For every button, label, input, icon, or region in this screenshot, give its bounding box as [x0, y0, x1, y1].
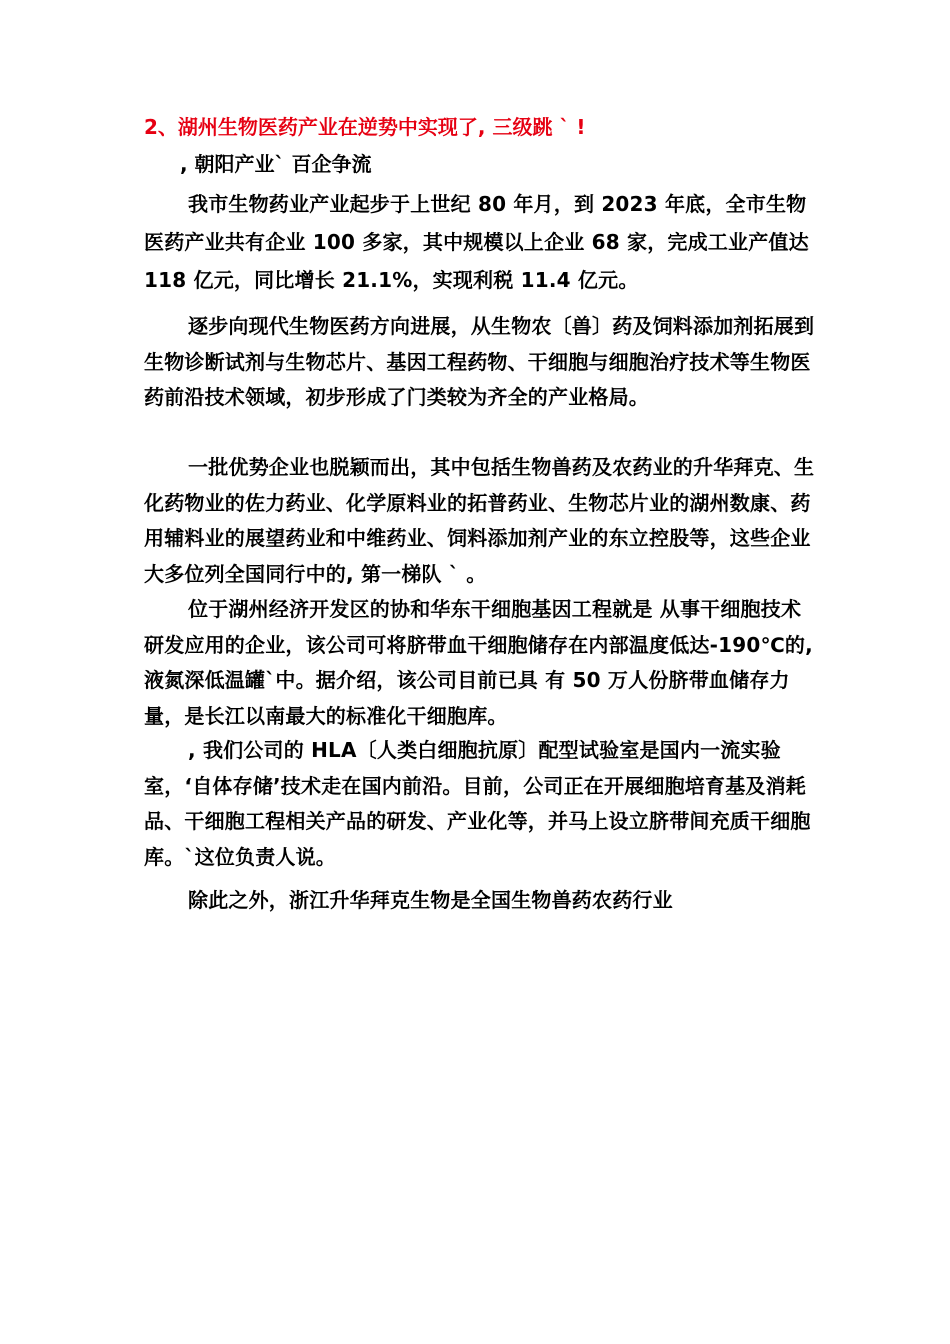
sub-heading: , 朝阳产业` 百企争流	[180, 152, 372, 176]
paragraph-additional: 除此之外，浙江升华拜克生物是全国生物兽药农药行业	[188, 888, 673, 912]
paragraph-development-direction: 逐步向现代生物医药方向进展，从生物农〔兽〕药及饲料添加剂拓展到生物诊断试剂与生物芯片、基因工程药物、干细胞与细胞治疗技术等生物医药前沿技术领域，初步形成了门类较为齐全的产业格局。	[144, 314, 815, 409]
paragraph-leading-enterprises: 一批优势企业也脱颖而出，其中包括生物兽药及农药业的升华拜克、生化药物业的佐力药业、化学原料业的拓普药业、生物芯片业的湖州数康、药用辅料业的展望药业和中维药业、饲料添加剂产业的东立控股等，这些企业大多位列全国同行中的, 第一梯队 ` 。	[144, 455, 815, 586]
paragraph-company-quote: , 我们公司的 HLA〔人类白细胞抗原〕配型试验室是国内一流实验室，‘自体存储’技术走在国内前沿。目前，公司正在开展细胞培育基及消耗品、干细胞工程相关产品的研发、产业化等，并马上设立脐带间充质干细胞库。`这位负责人说。	[144, 738, 811, 869]
paragraph-industry-overview: 我市生物药业产业起步于上世纪 80 年月，到 2023 年底，全市生物医药产业共有企业 100 多家，其中规模以上企业 68 家，完成工业产值达 118 亿元，同比增长 21.1%，实现利税 11.4 亿元。	[144, 192, 809, 292]
paragraph-stem-cell-company: 位于湖州经济开发区的协和华东干细胞基因工程就是 从事干细胞技术研发应用的企业，该公司可将脐带血干细胞储存在内部温度低达-190℃的, 液氮深低温罐`中。据介绍，该公司目前已具 有 50 万人份脐带血储存力量，是长江以南最大的标准化干细胞库。	[144, 597, 813, 728]
section-heading: 2、湖州生物医药产业在逆势中实现了, 三级跳 ` !	[144, 115, 586, 139]
